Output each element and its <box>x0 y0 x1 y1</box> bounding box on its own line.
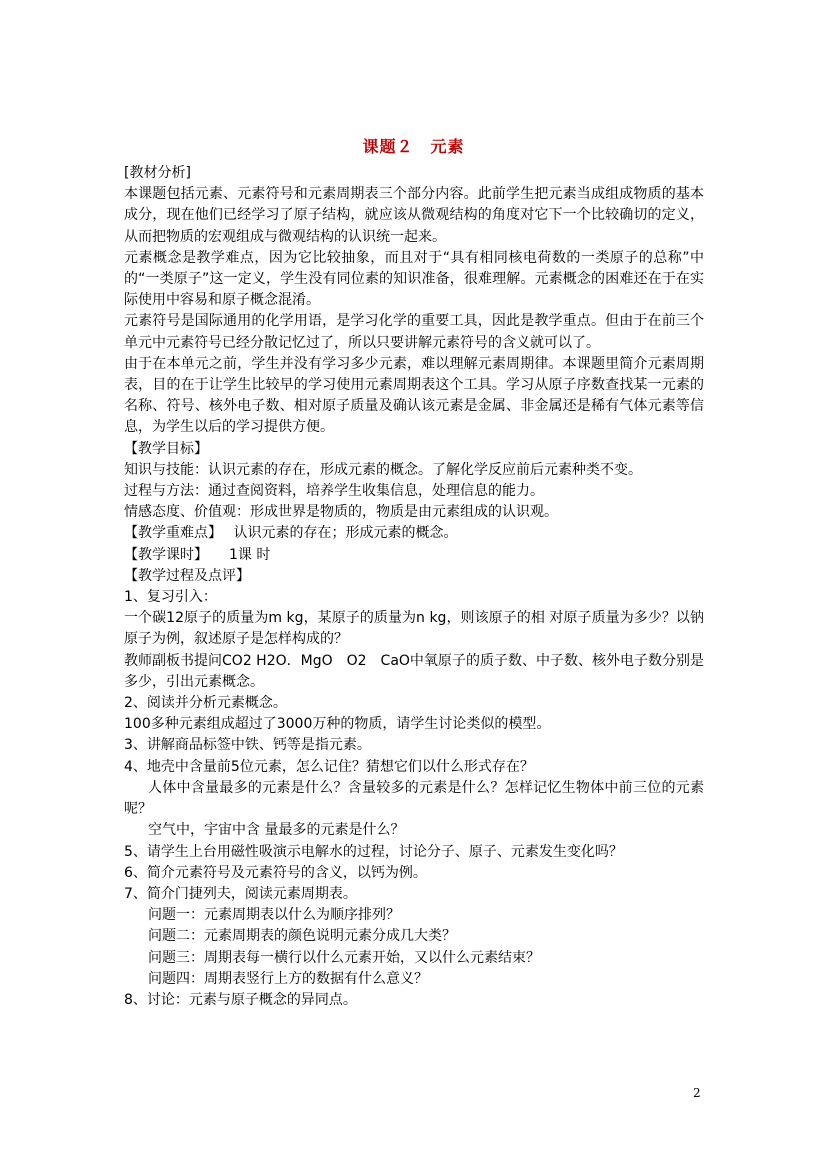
question-item: 问题四：周期表竖行上方的数据有什么意义？ <box>148 970 428 987</box>
paragraph: 一个碳12原子的质量为m kg，某原子的质量为n kg，则该原子的相 对原子质量为多少？以钠原子为例，叙述原子是怎样构成的？ <box>124 610 704 648</box>
paragraph: 过程与方法：通过查阅资料，培养学生收集信息，处理信息的能力。 <box>124 483 544 500</box>
paragraph: 本课题包括元素、元素符号和元素周期表三个部分内容。此前学生把元素当成组成物质的基本成分，现在他们已经学习了原子结构，就应该从微观结构的角度对它下一个比较确切的定义，从而把物质的宏观组成与微观结构的认识统一起来。 <box>124 186 704 245</box>
list-item: 3、讲解商品标签中铁、钙等是指元素。 <box>124 737 371 754</box>
paragraph: 人体中含量最多的元素是什么？含量较多的元素是什么？怎样记忆生物体中前三位的元素呢？ <box>124 779 704 818</box>
paragraph: 教师副板书提问CO2 H2O．MgO O2 CaO中氧原子的质子数、中子数、核外电子数分别是多少，引出元素概念。 <box>124 652 704 690</box>
list-item: 2、阅读并分析元素概念。 <box>124 695 287 712</box>
list-item: 6、简介元素符号及元素符号的含义，以钙为例。 <box>124 864 427 881</box>
paragraph: 由于在本单元之前，学生并没有学习多少元素，难以理解元素周期律。本课题里简介元素周期表，目的在于让学生比较早的学习使用元素周期表这个工具。学习从原子序数查找某一元素的名称、符号、核外电子数、相对原子质量及确认该元素是金属、非金属还是稀有气体元素等信息，为学生以后的学习提供方便。 <box>124 355 704 436</box>
section-heading: [教材分析] <box>124 165 191 181</box>
question-item: 问题三：周期表每一横行以什么元素开始，又以什么元素结束？ <box>148 949 540 966</box>
paragraph: 空气中，宇宙中含 量最多的元素是什么？ <box>148 822 405 839</box>
list-item: 1、复习引入： <box>124 589 217 606</box>
paragraph: 100多种元素组成超过了3000万种的物质，请学生讨论类似的模型。 <box>124 716 551 733</box>
page-title: 课题２ 元素 <box>362 137 465 156</box>
question-item: 问题二：元素周期表的颜色说明元素分成几大类？ <box>148 928 456 945</box>
paragraph: 【教学课时】 1课 时 <box>124 546 271 563</box>
paragraph: 【教学重难点】 认识元素的存在；形成元素的概念。 <box>124 525 458 542</box>
paragraph: 情感态度、价值观：形成世界是物质的，物质是由元素组成的认识观。 <box>124 504 558 521</box>
section-heading: 【教学过程及点评】 <box>124 567 250 584</box>
paragraph: 元素符号是国际通用的化学用语，是学习化学的重要工具，因此是教学重点。但由于在前三个单元中元素符号已经分散记忆过了，所以只要讲解元素符号的含义就可以了。 <box>124 313 704 351</box>
list-item: 8、讨论：元素与原子概念的异同点。 <box>124 991 357 1008</box>
paragraph: 知识与技能：认识元素的存在，形成元素的概念。了解化学反应前后元素种类不变。 <box>124 461 642 478</box>
section-heading: 【教学目标】 <box>124 440 208 457</box>
list-item: 7、简介门捷列夫，阅读元素周期表。 <box>124 885 357 902</box>
page-number: 2 <box>693 1086 701 1100</box>
paragraph: 元素概念是教学难点，因为它比较抽象，而且对于“具有相同核电荷数的一类原子的总称”中的“一类原子”这一定义，学生没有同位素的知识准备，很难理解。元素概念的困难还在于在实际使用中容易和原子概念混淆。 <box>124 249 704 309</box>
question-item: 问题一：元素周期表以什么为顺序排列？ <box>148 907 400 924</box>
list-item: 4、地壳中含量前5位元素，怎么记住？猜想它们以什么形式存在？ <box>124 758 534 775</box>
document-body <box>124 163 704 1011</box>
list-item: 5、请学生上台用磁性吸演示电解水的过程，讨论分子、原子、元素发生变化吗？ <box>124 843 623 860</box>
